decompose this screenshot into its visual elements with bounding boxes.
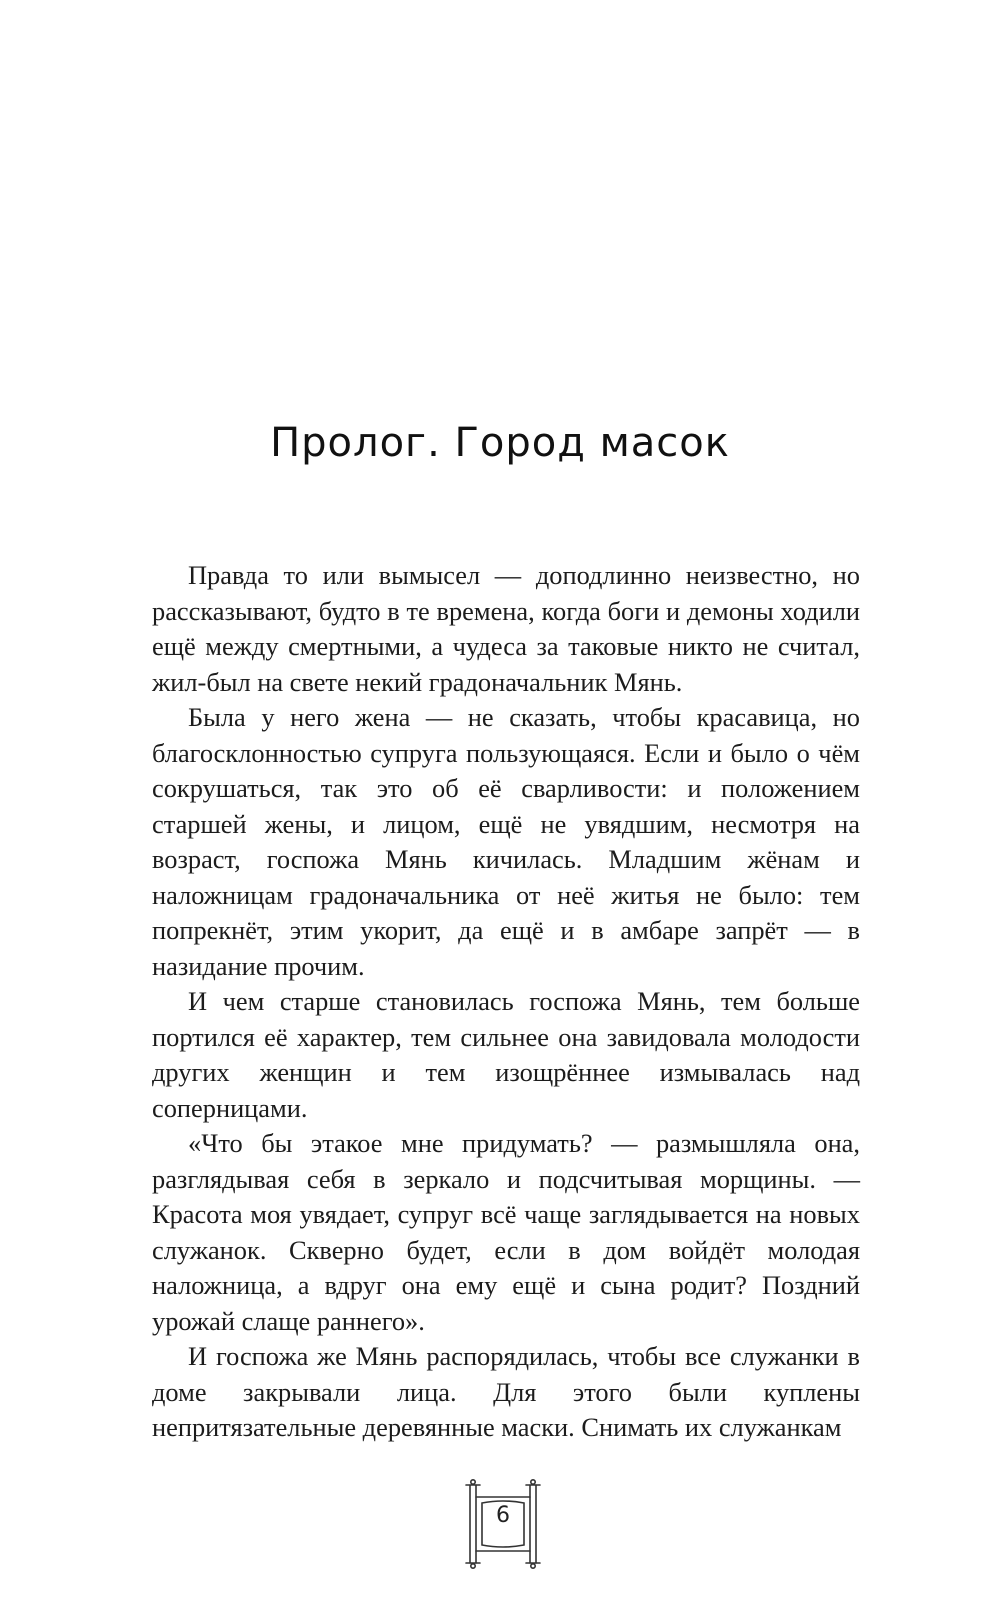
- chapter-title: Пролог. Город масок: [270, 420, 730, 466]
- paragraph: Правда то или вымысел — доподлинно неизвестно, но рассказывают, будто в те времена, когда боги и демоны ходили ещё между смертными, а чудеса за таковые никто не считал, жил-был на свете некий градоначальник Мянь.: [152, 560, 860, 697]
- page-number-ornament: [462, 1479, 544, 1569]
- body-text: [152, 558, 860, 1446]
- paragraph: И госпожа же Мянь распорядилась, чтобы все служанки в доме закрывали лица. Для этого были куплены непритязательные деревянные маски. Снимать их служанкам: [152, 1341, 860, 1442]
- paragraph: Была у него жена — не сказать, чтобы красавица, но благосклонностью супруга пользующаяся. Если и было о чём сокрушаться, так это об её сварливости: и положением старшей жены, и лицом, ещё не увядшим, несмотря на возраст, госпожа Мянь кичилась. Младшим жёнам и наложницам градоначальника от неё житья не было: тем попрекнёт, этим укорит, да ещё и в амбаре запрёт — в назидание прочим.: [152, 702, 860, 981]
- paragraph: «Что бы этакое мне придумать? — размышляла она, разглядывая себя в зеркало и подсчитывая морщины. — Красота моя увядает, супруг всё чаще заглядывается на новых служанок. Скверно будет, если в дом войдёт молодая наложница, а вдруг она ему ещё и сына родит? Поздний урожай слаще раннего».: [152, 1128, 860, 1336]
- page-number: 6: [496, 1503, 510, 1528]
- paragraph: И чем старше становилась госпожа Мянь, тем больше портился её характер, тем сильнее она завидовала молодости других женщин и тем изощрённее измывалась над соперницами.: [152, 986, 860, 1123]
